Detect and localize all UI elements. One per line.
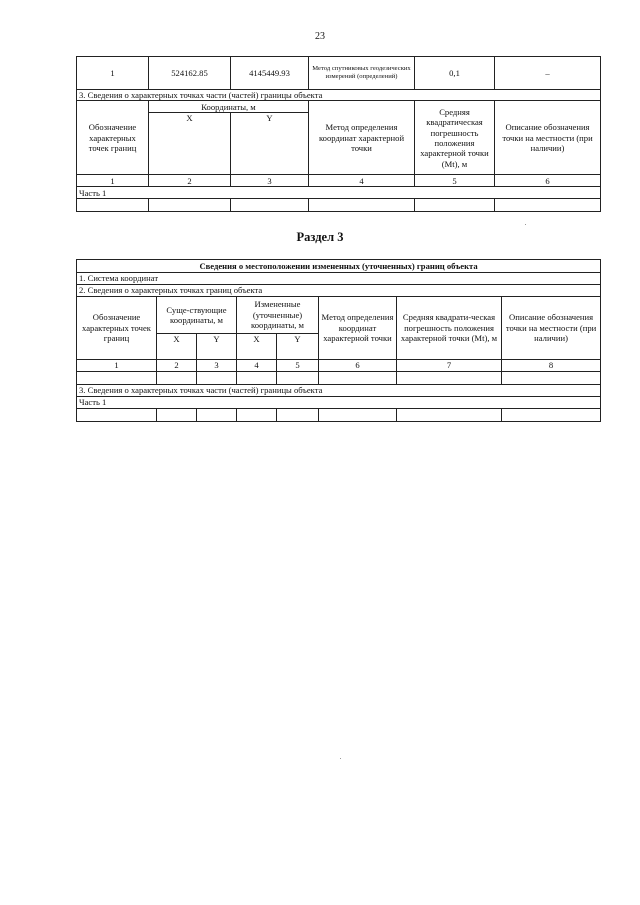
- column-number: 2: [149, 175, 231, 187]
- point-number-cell: 1: [77, 57, 149, 90]
- column-number: 3: [197, 360, 237, 372]
- table-row: [77, 385, 601, 397]
- empty-row: [77, 372, 601, 385]
- header-description: Описание обозначения точки на местности (при наличии): [502, 297, 601, 360]
- header-existing-y: Y: [197, 334, 237, 360]
- boundary-points-heading: 2. Сведения о характерных точках границ объекта: [77, 285, 601, 297]
- section-title: Раздел 3: [296, 230, 344, 244]
- column-number: 4: [237, 360, 277, 372]
- header-changed-coordinates: Измененные (уточненные) координаты, м: [237, 297, 319, 334]
- header-method: Метод определения координат характерной точки: [309, 101, 415, 175]
- section-3-table: [76, 259, 601, 422]
- table-row: [77, 285, 601, 297]
- table-header-row: [77, 101, 601, 113]
- header-changed-y: Y: [277, 334, 319, 360]
- description-cell: –: [495, 57, 601, 90]
- header-point-designation: Обозначение характерных точек границ: [77, 101, 149, 175]
- error-cell: 0,1: [415, 57, 495, 90]
- part-1-label: Часть 1: [77, 187, 601, 199]
- column-number: 7: [397, 360, 502, 372]
- column-number: 6: [319, 360, 397, 372]
- header-error: Средняя квадратическая погрешность положения характерной точки (Mt), м: [415, 101, 495, 175]
- column-number: 2: [157, 360, 197, 372]
- column-number: 4: [309, 175, 415, 187]
- y-coordinate-cell: 4145449.93: [231, 57, 309, 90]
- header-method: Метод определения координат характерной точки: [319, 297, 397, 360]
- table-row: [77, 273, 601, 285]
- method-cell: Метод спутниковых геодезических измерений (определений): [309, 57, 415, 90]
- column-number: 1: [77, 175, 149, 187]
- column-number: 8: [502, 360, 601, 372]
- x-coordinate-cell: 524162.85: [149, 57, 231, 90]
- section-3-heading: Сведения о местоположении измененных (уточненных) границ объекта: [77, 260, 601, 273]
- page-number: 23: [315, 31, 325, 42]
- table-row: [77, 187, 601, 199]
- scan-speck: [340, 758, 341, 759]
- header-description: Описание обозначения точки на местности (при наличии): [495, 101, 601, 175]
- header-existing-x: X: [157, 334, 197, 360]
- column-number: 6: [495, 175, 601, 187]
- column-number: 5: [415, 175, 495, 187]
- header-x: X: [149, 113, 231, 175]
- header-y: Y: [231, 113, 309, 175]
- section-2-continuation-table: [76, 56, 601, 212]
- table-row: [77, 57, 601, 90]
- coordinate-system-row: 1. Система координат: [77, 273, 601, 285]
- column-number: 1: [77, 360, 157, 372]
- part-points-heading: 3. Сведения о характерных точках части (частей) границы объекта: [77, 385, 601, 397]
- header-existing-coordinates: Суще-ствующие координаты, м: [157, 297, 237, 334]
- empty-row: [77, 409, 601, 422]
- column-number: 5: [277, 360, 319, 372]
- part-points-heading: 3. Сведения о характерных точках части (частей) границы объекта: [77, 90, 601, 101]
- header-point-designation: Обозначение характерных точек границ: [77, 297, 157, 360]
- table-row: [77, 90, 601, 101]
- table-header-row: [77, 297, 601, 334]
- scan-speck: [525, 224, 526, 225]
- table-row: [77, 260, 601, 273]
- column-numbers-row: [77, 360, 601, 372]
- part-1-label: Часть 1: [77, 397, 601, 409]
- column-number: 3: [231, 175, 309, 187]
- column-numbers-row: [77, 175, 601, 187]
- header-changed-x: X: [237, 334, 277, 360]
- header-error: Средняя квадрати-ческая погрешность положения характерной точки (Mt), м: [397, 297, 502, 360]
- header-coordinates: Координаты, м: [149, 101, 309, 113]
- empty-row: [77, 199, 601, 212]
- table-row: [77, 397, 601, 409]
